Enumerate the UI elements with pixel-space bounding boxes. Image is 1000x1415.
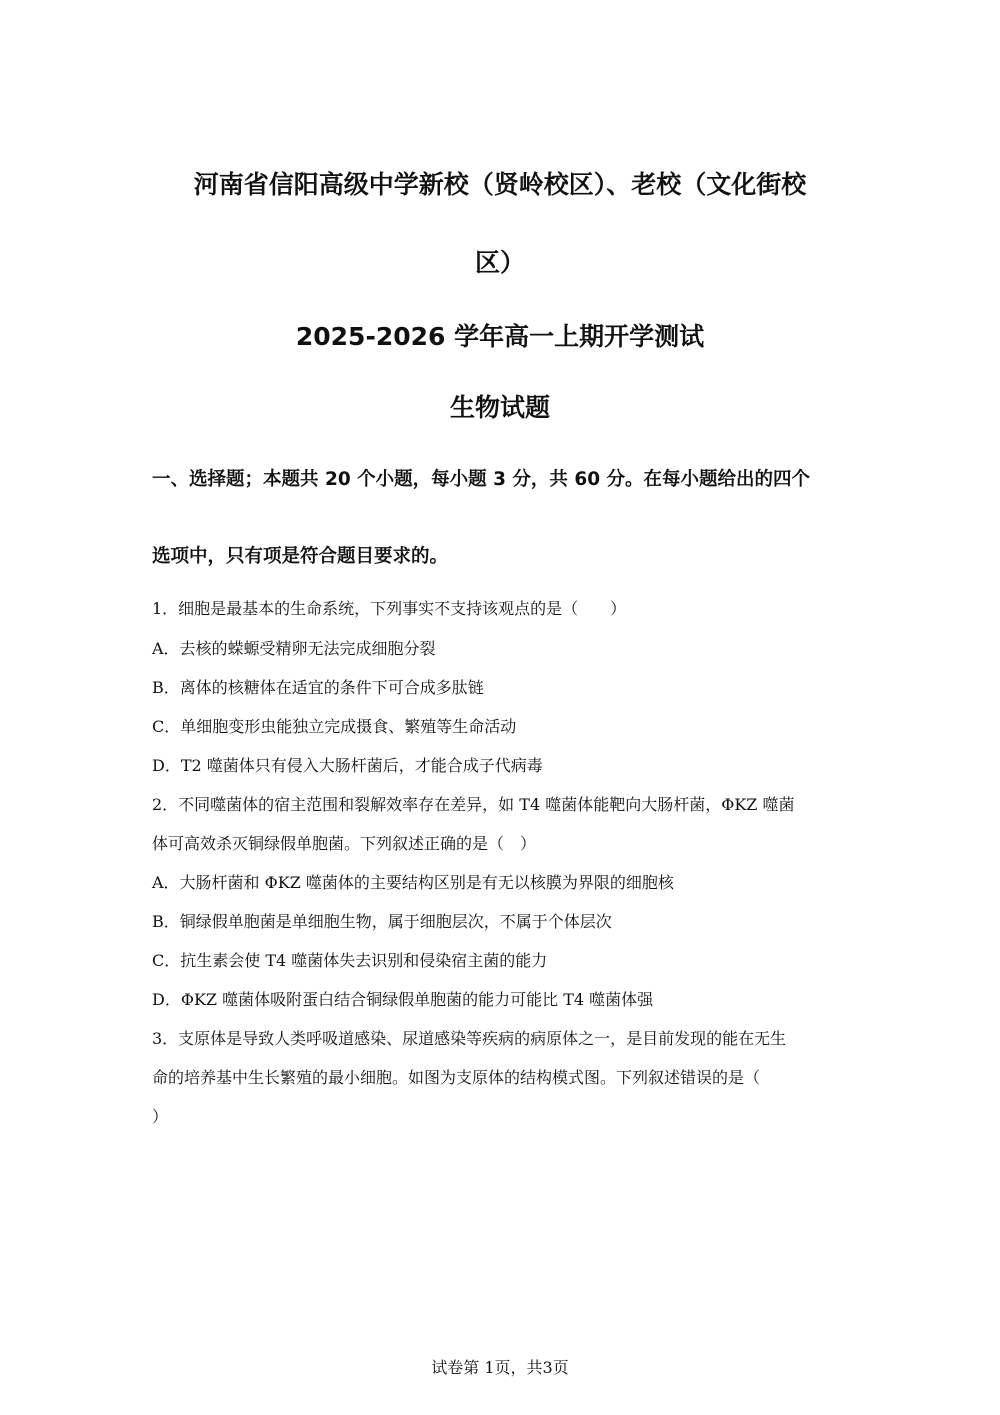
question-1-option-c: C．单细胞变形虫能独立完成摄食、繁殖等生命活动: [152, 717, 517, 736]
page-footer: 试卷第 1页，共3页: [431, 1358, 569, 1377]
question-1-option-b: B．离体的核糖体在适宜的条件下可合成多肽链: [152, 678, 484, 697]
school-title-line2: 区）: [474, 248, 525, 277]
question-2-option-c: C．抗生素会使 T4 噬菌体失去识别和侵染宿主菌的能力: [152, 951, 548, 970]
section-instruction-line1: 一、选择题；本题共 20 个小题，每小题 3 分，共 60 分。在每小题给出的四个: [152, 469, 811, 490]
section-instruction-line2: 选项中，只有项是符合题目要求的。: [152, 546, 449, 567]
school-title-line1: 河南省信阳高级中学新校（贤岭校区）、老校（文化街校: [193, 170, 807, 199]
question-1-option-d: D．T2 噬菌体只有侵入大肠杆菌后，才能合成子代病毒: [152, 756, 543, 775]
question-2-option-a: A．大肠杆菌和 ΦKZ 噬菌体的主要结构区别是有无以核膜为界限的细胞核: [152, 873, 674, 892]
question-2-option-d: D．ΦKZ 噬菌体吸附蛋白结合铜绿假单胞菌的能力可能比 T4 噬菌体强: [152, 990, 654, 1009]
subject-title: 生物试题: [449, 393, 550, 422]
question-3-stem-line3: ）: [152, 1107, 169, 1126]
question-1-option-a: A．去核的蝾螈受精卵无法完成细胞分裂: [152, 639, 436, 658]
question-2-option-b: B．铜绿假单胞菌是单细胞生物，属于细胞层次，不属于个体层次: [152, 912, 612, 931]
question-2-stem-line1: 2．不同噬菌体的宿主范围和裂解效率存在差异，如 T4 噬菌体能靶向大肠杆菌，ΦKZ 噬菌: [152, 795, 795, 814]
question-1-stem: 1．细胞是最基本的生命系统，下列事实不支持该观点的是（ ）: [152, 599, 627, 618]
question-3-stem-line2: 命的培养基中生长繁殖的最小细胞。如图为支原体的结构模式图。下列叙述错误的是（: [152, 1068, 761, 1087]
exam-title: 2025-2026 学年高一上期开学测试: [295, 322, 705, 351]
question-2-stem-line2: 体可高效杀灭铜绿假单胞菌。下列叙述正确的是（ ）: [152, 834, 537, 853]
question-3-stem-line1: 3．支原体是导致人类呼吸道感染、尿道感染等疾病的病原体之一，是目前发现的能在无生: [152, 1029, 787, 1048]
